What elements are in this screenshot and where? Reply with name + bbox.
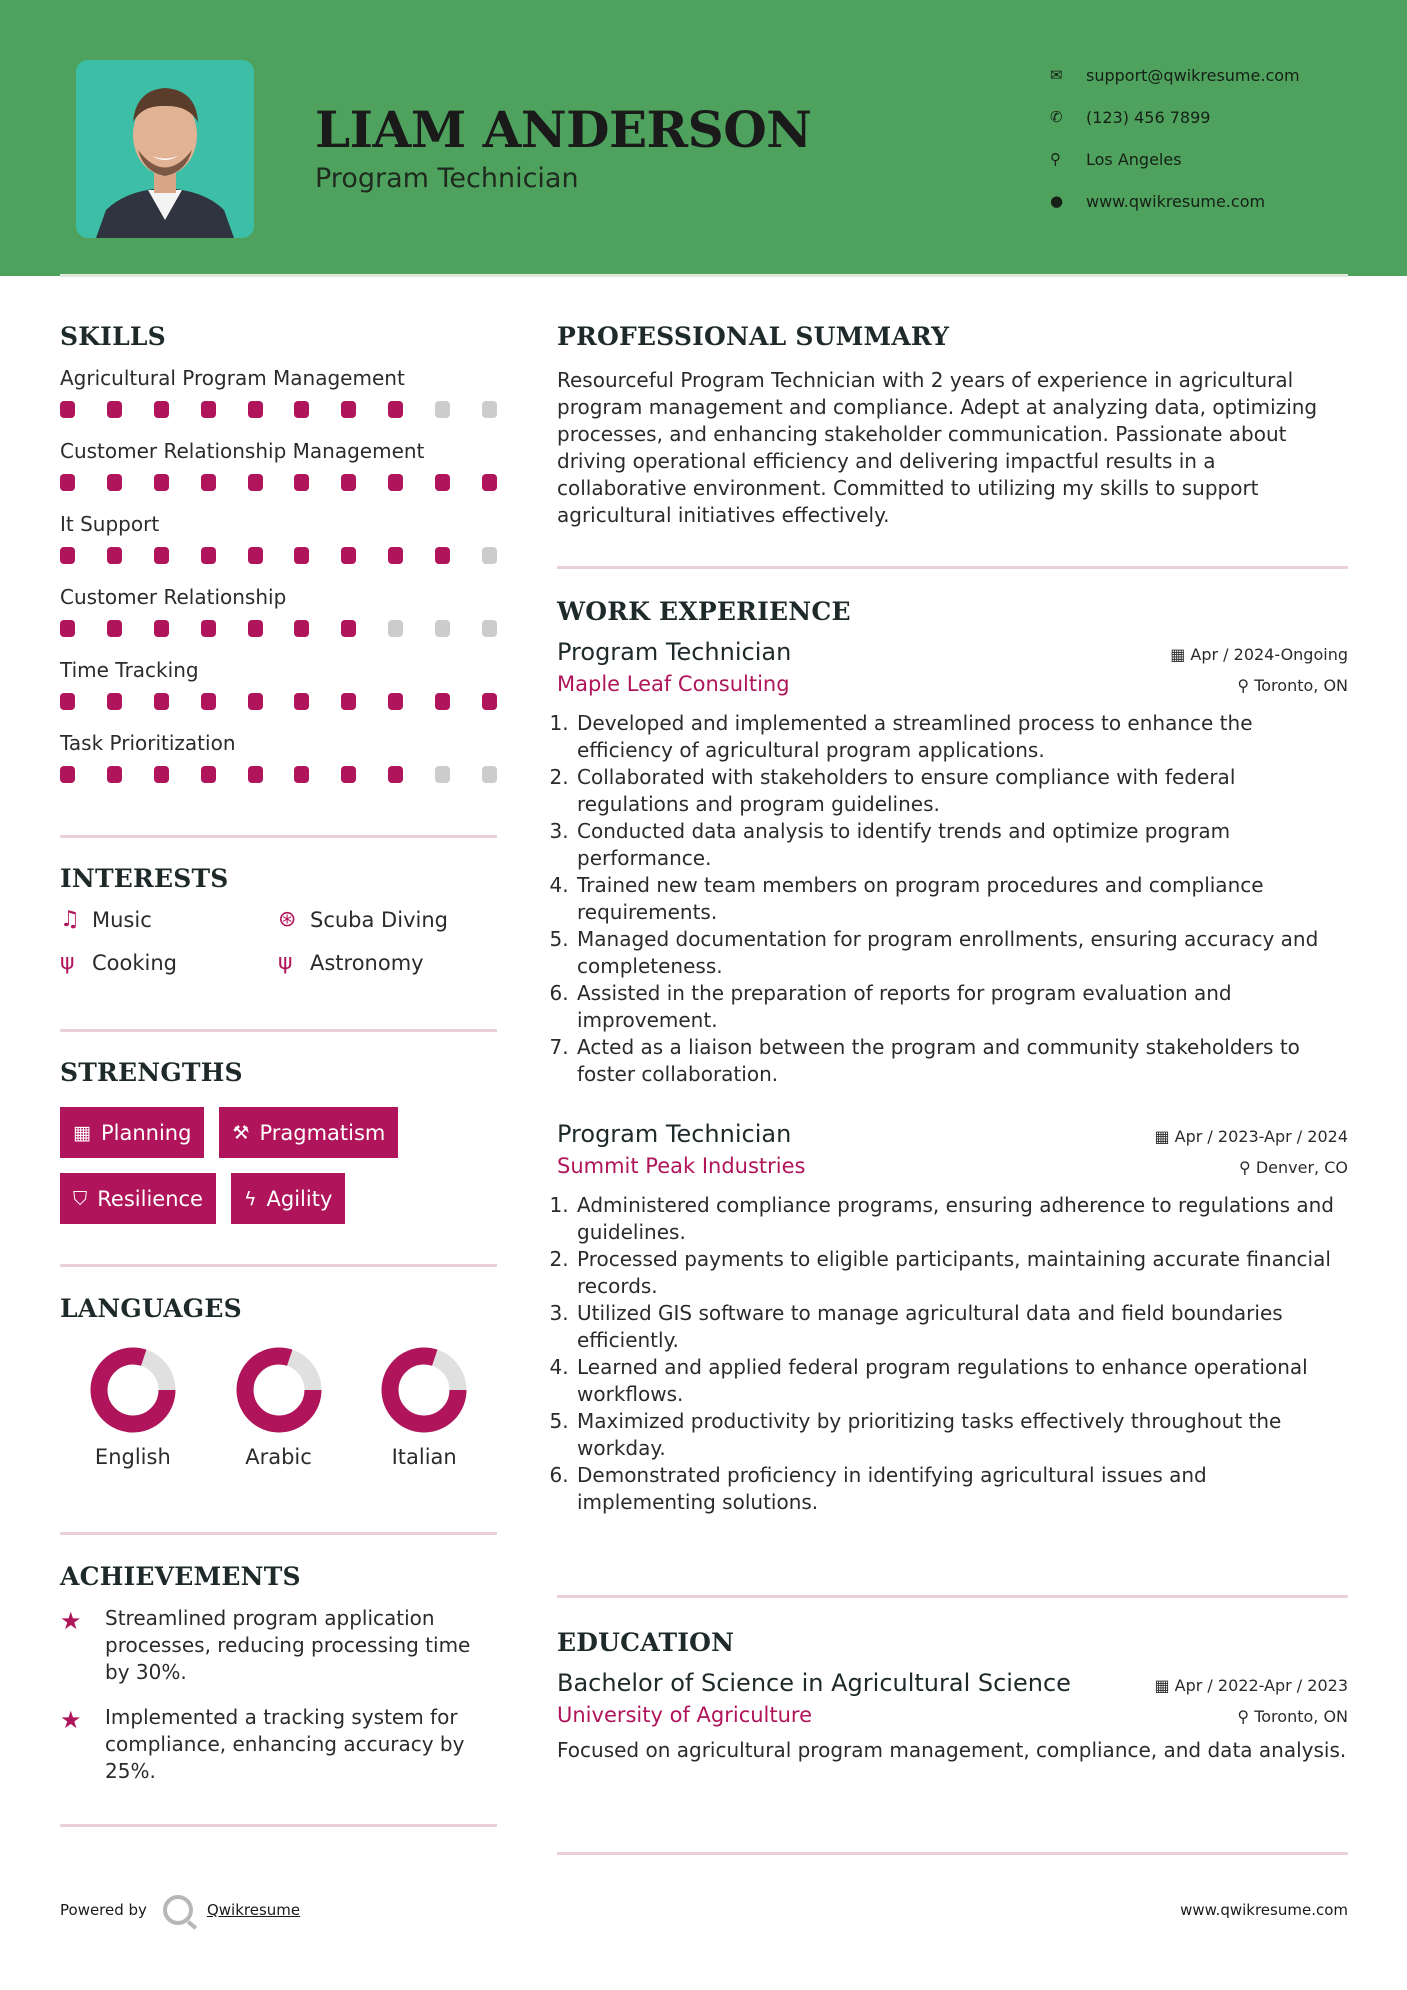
language-name: Italian <box>391 1445 457 1469</box>
job-company: Maple Leaf Consulting <box>557 672 790 696</box>
achievement-text: Streamlined program application processes, reducing processing time by 30%. <box>105 1606 471 1684</box>
job-bullets <box>557 710 1348 1088</box>
job-dates <box>1170 645 1348 664</box>
pin-icon: ⚲ <box>1239 1158 1256 1177</box>
pin-icon: ⚲ <box>1237 676 1255 695</box>
achievement-item <box>60 1605 497 1686</box>
skill-dot-filled <box>388 547 403 564</box>
profile-photo <box>76 60 254 238</box>
skill-rating <box>60 539 497 582</box>
strength-badge <box>231 1173 345 1224</box>
contact-website[interactable] <box>1050 180 1300 222</box>
job-bullet: 3. Utilized GIS software to manage agricultural data and field boundaries efficiently. <box>575 1300 1348 1354</box>
job-bullet: 6. Assisted in the preparation of reports for program evaluation and improvement. <box>575 980 1348 1034</box>
strengths-list <box>60 1107 500 1224</box>
language-ring <box>381 1347 467 1433</box>
skill-dot-filled <box>60 620 75 637</box>
skill-dot-filled <box>248 620 263 637</box>
skill-dot-filled <box>435 474 450 491</box>
skill-dot-filled <box>201 547 216 564</box>
skill-dot-filled <box>294 547 309 564</box>
contact-email[interactable] <box>1050 54 1300 96</box>
interest-item <box>60 950 278 975</box>
skills-list <box>60 363 497 801</box>
utensils-icon: ψ <box>278 950 293 975</box>
experience-section <box>557 597 1348 1516</box>
interest-label: Music <box>92 907 152 932</box>
interests-section <box>60 864 497 975</box>
shield-icon: ⛉ <box>73 1187 88 1210</box>
skill-dot-filled <box>294 693 309 710</box>
skill-dot-filled <box>388 401 403 418</box>
language-name: Arabic <box>245 1445 312 1469</box>
languages-section <box>60 1294 497 1469</box>
interest-item <box>60 907 278 932</box>
skill-dot-filled <box>341 620 356 637</box>
skill-dot-filled <box>341 474 356 491</box>
skill-dot-filled <box>482 474 497 491</box>
section-divider <box>557 1595 1348 1598</box>
skill-dot-filled <box>248 401 263 418</box>
strength-badge <box>60 1107 204 1158</box>
strength-badge <box>60 1173 216 1224</box>
skill-dot-filled <box>60 474 75 491</box>
job-location-text: Denver, CO <box>1255 1158 1348 1177</box>
section-divider <box>60 1824 497 1827</box>
job-dates-text: Apr / 2023-Apr / 2024 <box>1174 1127 1348 1146</box>
job-bullet: 7. Acted as a liaison between the program and community stakeholders to foster collaboration. <box>575 1034 1348 1088</box>
skill-dot-filled <box>154 766 169 783</box>
skill-dot-filled <box>154 474 169 491</box>
languages-list <box>60 1347 497 1469</box>
skill-dot-empty <box>435 620 450 637</box>
job-bullet: 4. Trained new team members on program procedures and compliance requirements. <box>575 872 1348 926</box>
job-title: Program Technician <box>557 638 792 666</box>
summary-text: Resourceful Program Technician with 2 years of experience in agricultural program management and compliance. Adept at analyzing data, optimizing processes, and enhancing stakeholder communication. Passionate about driving operational efficiency and delivering impactful results in a collaborative environment. Committed to utilizing my skills to support agricultural initiatives effectively. <box>557 368 1318 527</box>
skill-dot-filled <box>294 474 309 491</box>
section-divider <box>60 1264 497 1267</box>
skill-dot-filled <box>154 401 169 418</box>
skill-rating <box>60 612 497 655</box>
school-name: University of Agriculture <box>557 1703 813 1727</box>
strength-label: Resilience <box>97 1186 203 1211</box>
skill-dot-filled <box>107 693 122 710</box>
skill-dot-filled <box>107 766 122 783</box>
interest-label: Astronomy <box>310 950 424 975</box>
skill-dot-filled <box>294 620 309 637</box>
interest-item <box>278 950 496 975</box>
skill-name: Customer Relationship <box>60 585 287 609</box>
skill-dot-empty <box>435 401 450 418</box>
contact-phone[interactable] <box>1050 96 1300 138</box>
language-item <box>351 1347 497 1469</box>
skill-dot-filled <box>341 401 356 418</box>
degree-title: Bachelor of Science in Agricultural Science <box>557 1669 1071 1697</box>
summary-title: PROFESSIONAL SUMMARY <box>557 322 950 351</box>
language-item <box>60 1347 206 1469</box>
skill-dot-filled <box>248 693 263 710</box>
language-ring <box>236 1347 322 1433</box>
skill-rating <box>60 466 497 509</box>
footer-website[interactable]: www.qwikresume.com <box>1180 1901 1348 1919</box>
job-bullets <box>557 1192 1348 1516</box>
job-entry <box>557 1120 1348 1516</box>
phone-icon: ✆ <box>1050 108 1063 126</box>
envelope-icon: ✉ <box>1050 66 1063 84</box>
job-location <box>1239 1158 1348 1177</box>
utensils-icon: ψ <box>60 950 75 975</box>
qwikresume-logo-icon <box>163 1895 193 1925</box>
contact-list <box>1050 54 1300 222</box>
skill-dot-empty <box>388 620 403 637</box>
skill-dot-filled <box>482 693 497 710</box>
skill-name: Time Tracking <box>60 658 199 682</box>
skill-dot-filled <box>60 547 75 564</box>
achievements-section <box>60 1562 497 1785</box>
skill-name: Task Prioritization <box>60 731 236 755</box>
education-dates-text: Apr / 2022-Apr / 2023 <box>1174 1676 1348 1695</box>
job-bullet: 2. Processed payments to eligible participants, maintaining accurate financial records. <box>575 1246 1348 1300</box>
skill-dot-empty <box>482 620 497 637</box>
powered-by <box>60 1895 300 1925</box>
contact-website-text: www.qwikresume.com <box>1086 191 1266 211</box>
strength-badge <box>219 1107 398 1158</box>
skill-dot-filled <box>107 547 122 564</box>
education-description: Focused on agricultural program management, compliance, and data analysis. <box>557 1738 1347 1762</box>
skill-dot-filled <box>248 474 263 491</box>
section-divider <box>60 835 497 838</box>
skill-dot-filled <box>341 766 356 783</box>
language-name: English <box>94 1445 171 1469</box>
contact-email-text: support@qwikresume.com <box>1086 65 1300 85</box>
skill-rating <box>60 393 497 436</box>
resume-header <box>0 0 1407 276</box>
skill-dot-filled <box>154 547 169 564</box>
music-note-icon: ♫ <box>60 907 80 932</box>
job-bullet: 4. Learned and applied federal program regulations to enhance operational workflows. <box>575 1354 1348 1408</box>
skill-dot-filled <box>107 401 122 418</box>
pin-icon: ⚲ <box>1237 1707 1255 1726</box>
skill-dot-empty <box>435 766 450 783</box>
skill-name: Agricultural Program Management <box>60 366 405 390</box>
skill-dot-filled <box>154 620 169 637</box>
skill-dot-filled <box>294 766 309 783</box>
contact-location <box>1050 138 1300 180</box>
skill-dot-empty <box>482 401 497 418</box>
calendar-icon: ▦ <box>1170 645 1191 664</box>
job-location-text: Toronto, ON <box>1254 676 1348 695</box>
calendar-icon: ▦ <box>73 1121 91 1144</box>
skill-dot-filled <box>201 766 216 783</box>
job-dates <box>1154 1127 1348 1146</box>
section-divider <box>60 1532 497 1535</box>
skill-dot-filled <box>201 693 216 710</box>
summary-section <box>557 322 1348 529</box>
achievement-text: Implemented a tracking system for compliance, enhancing accuracy by 25%. <box>105 1705 465 1783</box>
job-bullet: 3. Conducted data analysis to identify trends and optimize program performance. <box>575 818 1348 872</box>
map-pin-icon: ⚲ <box>1050 150 1061 168</box>
candidate-role: Program Technician <box>315 163 579 194</box>
education-location-text: Toronto, ON <box>1254 1707 1348 1726</box>
skill-dot-filled <box>341 693 356 710</box>
interests-title: INTERESTS <box>60 864 229 893</box>
skill-dot-empty <box>482 547 497 564</box>
brand-link[interactable]: Qwikresume <box>206 1901 301 1919</box>
skill-dot-filled <box>154 693 169 710</box>
achievements-title: ACHIEVEMENTS <box>60 1562 301 1591</box>
job-bullet: 5. Maximized productivity by prioritizing tasks effectively throughout the workday. <box>575 1408 1348 1462</box>
skill-name: Customer Relationship Management <box>60 439 425 463</box>
section-divider <box>557 1852 1348 1855</box>
job-entry <box>557 638 1348 1088</box>
interest-label: Scuba Diving <box>310 907 448 932</box>
globe-icon: ● <box>1050 192 1064 210</box>
skill-dot-filled <box>248 766 263 783</box>
job-company: Summit Peak Industries <box>557 1154 806 1178</box>
strengths-title: STRENGTHS <box>60 1058 243 1087</box>
strength-label: Agility <box>266 1186 333 1211</box>
education-location <box>1237 1707 1348 1726</box>
job-title: Program Technician <box>557 1120 792 1148</box>
footer <box>60 1895 1348 1925</box>
job-bullet: 2. Collaborated with stakeholders to ensure compliance with federal regulations and program guidelines. <box>575 764 1348 818</box>
languages-title: LANGUAGES <box>60 1294 242 1323</box>
education-title: EDUCATION <box>557 1628 735 1657</box>
interest-item <box>278 907 496 932</box>
skill-dot-filled <box>388 766 403 783</box>
star-icon: ★ <box>60 1607 82 1635</box>
skill-name: It Support <box>60 512 160 536</box>
skill-dot-filled <box>388 693 403 710</box>
job-bullet: 1. Administered compliance programs, ensuring adherence to regulations and guidelines. <box>575 1192 1348 1246</box>
experience-title: WORK EXPERIENCE <box>557 597 851 626</box>
interests-list <box>60 907 497 975</box>
header-divider <box>60 274 1348 277</box>
strengths-section <box>60 1058 497 1224</box>
candidate-name: LIAM ANDERSON <box>315 100 812 159</box>
job-bullet: 1. Developed and implemented a streamlined process to enhance the efficiency of agricultural program applications. <box>575 710 1348 764</box>
gavel-icon: ⚒ <box>232 1121 250 1144</box>
powered-by-label: Powered by <box>60 1901 147 1919</box>
skill-dot-filled <box>60 766 75 783</box>
life-ring-icon: ⊛ <box>278 907 297 932</box>
section-divider <box>60 1029 497 1032</box>
calendar-icon: ▦ <box>1154 1127 1175 1146</box>
skill-dot-filled <box>435 693 450 710</box>
skills-title: SKILLS <box>60 322 166 351</box>
achievement-item <box>60 1704 497 1785</box>
section-divider <box>557 566 1348 569</box>
strength-label: Planning <box>100 1120 192 1145</box>
skill-dot-filled <box>107 620 122 637</box>
interest-label: Cooking <box>92 950 177 975</box>
skill-rating <box>60 685 497 728</box>
education-dates <box>1154 1676 1348 1695</box>
star-icon: ★ <box>60 1706 82 1734</box>
contact-phone-text: (123) 456 7899 <box>1086 107 1211 127</box>
skill-dot-filled <box>388 474 403 491</box>
skill-dot-filled <box>201 401 216 418</box>
skill-rating <box>60 758 497 801</box>
skill-dot-filled <box>248 547 263 564</box>
skill-dot-filled <box>294 401 309 418</box>
job-bullet: 5. Managed documentation for program enrollments, ensuring accuracy and completeness. <box>575 926 1348 980</box>
strength-label: Pragmatism <box>259 1120 386 1145</box>
job-dates-text: Apr / 2024-Ongoing <box>1190 645 1348 664</box>
skill-dot-filled <box>435 547 450 564</box>
job-bullet: 6. Demonstrated proficiency in identifying agricultural issues and implementing solutions. <box>575 1462 1348 1516</box>
skills-section <box>60 322 497 801</box>
contact-location-text: Los Angeles <box>1086 149 1182 169</box>
skill-dot-filled <box>60 693 75 710</box>
skill-dot-filled <box>201 620 216 637</box>
skill-dot-filled <box>107 474 122 491</box>
skill-dot-filled <box>341 547 356 564</box>
education-section <box>557 1628 1348 1764</box>
bolt-icon: ϟ <box>243 1187 257 1210</box>
skill-dot-filled <box>201 474 216 491</box>
language-item <box>206 1347 352 1469</box>
skill-dot-empty <box>482 766 497 783</box>
calendar-icon: ▦ <box>1154 1676 1175 1695</box>
language-ring <box>90 1347 176 1433</box>
job-location <box>1237 676 1348 695</box>
skill-dot-filled <box>60 401 75 418</box>
